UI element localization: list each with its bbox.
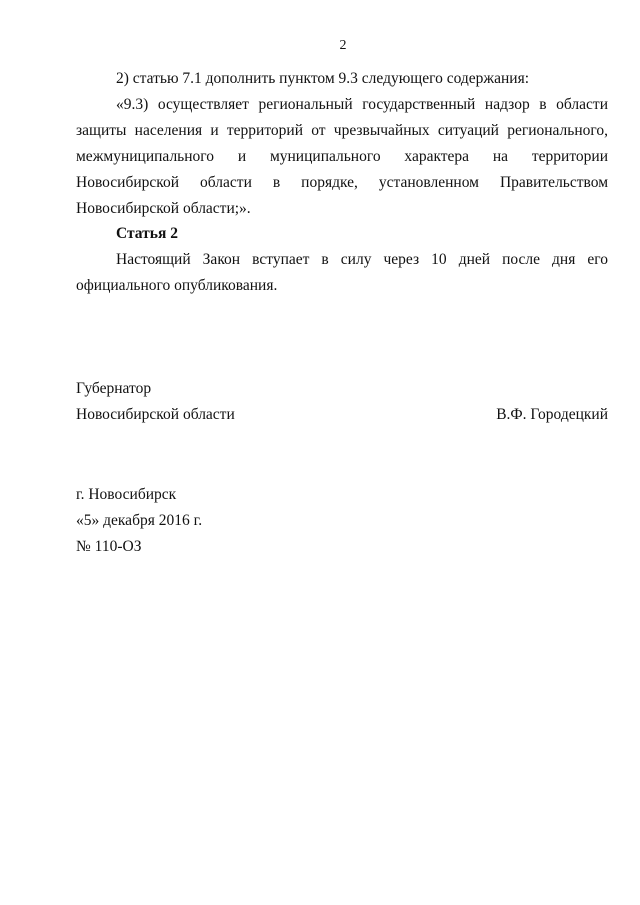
article-2-text: Настоящий Закон вступает в силу через 10 дней после дня его официального опубликования. (76, 251, 608, 294)
footer-date: «5» декабря 2016 г. (76, 512, 203, 529)
footer-law-number: № 110-ОЗ (76, 538, 142, 555)
article-2-section (76, 247, 608, 299)
signature-position-line2: Новосибирской области (76, 406, 235, 423)
page-number: 2 (339, 38, 347, 53)
signature-position-line1: Губернатор (76, 380, 152, 397)
amendment-item-line: 2) статью 7.1 дополнить пунктом 9.3 следующего содержания: (116, 70, 530, 87)
amendment-quote: «9.3) осуществляет региональный государственный надзор в области защиты населения и территорий от чрезвычайных ситуаций регионального, межмуниципального и муниципального характера на территории Новосибирской области в порядке, установленном Правительством Новосибирской области;». (76, 96, 608, 217)
article-2-title: Статья 2 (116, 225, 178, 242)
amendment-section (76, 66, 608, 222)
footer-city: г. Новосибирск (76, 486, 177, 503)
signature-name: В.Ф. Городецкий (496, 406, 608, 423)
